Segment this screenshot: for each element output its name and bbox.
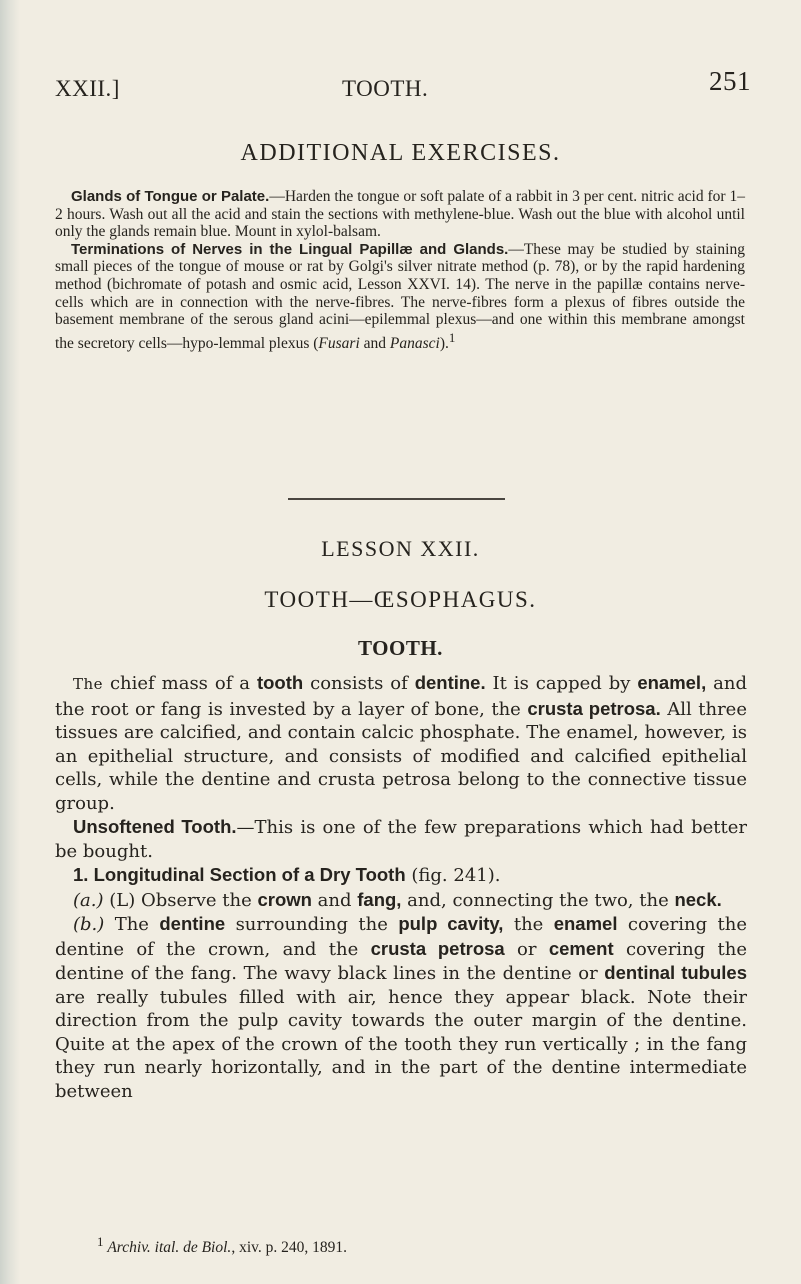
item-label: (a.) [73, 889, 104, 911]
body-text-run: (L) Observe the [103, 889, 258, 911]
lesson-subtitle: TOOTH—ŒSOPHAGUS. [264, 587, 537, 612]
section-title: ADDITIONAL EXERCISES. [240, 140, 561, 166]
body-text-run: and, connecting the two, the [401, 889, 675, 911]
body-paragraph [55, 863, 747, 888]
item-label: (b.) [73, 914, 105, 935]
body-text-run: are really tubules filled with air, hence they appear black. Note their direction from the pulp cavity towards the outer margin of the dentine. Quite at the apex of the crown of the tooth they run vertically ; in the fang they run nearly horizontally, and in the part of the dentine intermediate between [55, 986, 747, 1102]
body-text [55, 671, 747, 1103]
body-text-run: consists of [303, 673, 415, 694]
footnote [97, 1234, 757, 1257]
term: dentine. [414, 672, 486, 693]
body-text-run: and [311, 889, 358, 911]
subheading: Unsoftened Tooth. [73, 816, 237, 837]
term: enamel [553, 913, 618, 934]
body-text-run: covering the dentine of the crown, and the [55, 914, 747, 960]
footnote-source: Archiv. ital. de Biol. [107, 1239, 232, 1257]
body-text-run: covering the dentine of the fang. The wavy black lines in the dentine or [55, 938, 747, 984]
running-title: TOOTH. [342, 76, 429, 101]
body-text-run: The [104, 914, 160, 935]
additional-exercises [55, 188, 745, 353]
exercise-heading: Terminations of Nerves in the Lingual Papillæ and Glands. [71, 240, 509, 258]
lesson-title: LESSON XXII. [321, 536, 480, 561]
term: crown [257, 888, 312, 910]
body-text-run: (fig. 241). [405, 865, 501, 886]
body-paragraph [55, 912, 747, 1103]
footnote-marker: 1 [97, 1234, 104, 1249]
footnote-text: , xiv. p. 240, 1891. [231, 1239, 347, 1257]
term: crusta petrosa [370, 937, 505, 959]
body-text-run: or [504, 938, 549, 960]
exercise-paragraph [55, 241, 745, 353]
term: cement [548, 937, 614, 959]
body-paragraph [55, 671, 747, 815]
term: dentinal tubules [604, 962, 747, 983]
drop-word: The [73, 675, 104, 693]
body-text-run: the [503, 914, 554, 935]
body-paragraph [55, 888, 747, 913]
page-number: 251 [709, 66, 751, 96]
running-head [55, 66, 751, 106]
section-heading: TOOTH. [358, 636, 443, 660]
term: tooth [256, 672, 304, 693]
body-paragraph [55, 815, 747, 863]
body-text-run: —This is one of the few preparations which had better be bought. [55, 817, 747, 862]
term: fang, [357, 888, 402, 910]
exercise-text: —These may be studied by staining small pieces of the tongue of mouse or rat by Golgi's silver nitrate method (p. 78), or by the rapid hardening method (bichromate of potash and osmic acid, Lesson XXVI. 14). The nerve in the papillæ contains nerve-cells which are in connection with the nerve-fibres. The nerve-fibres form a plexus of fibres outside the basement membrane of the serous gland acini—epilemmal plexus—and one within this membrane amongst the secretory cells—hypo-lemmal plexus ( [55, 240, 745, 352]
exercise-text: ). [439, 334, 449, 352]
term: dentine [159, 913, 226, 934]
reference-author: Panasci [389, 334, 440, 352]
body-text-run: surrounding the [225, 914, 399, 935]
body-text-run: All three tissues are calcified, and contain calcic phosphate. The enamel, however, is an epithelial structure, and consists of modified and calcified epithelial cells, while the dentine and crusta petrosa belong to the connective tissue group. [55, 698, 747, 814]
exercise-text: and [359, 334, 390, 352]
term: neck. [674, 888, 722, 910]
section-divider [288, 498, 505, 500]
exercise-heading: Glands of Tongue or Palate. [71, 188, 270, 205]
body-text-run: It is capped by [485, 673, 638, 694]
exercise-paragraph [55, 188, 745, 241]
exercise-text: —Harden the tongue or soft palate of a rabbit in 3 per cent. nitric acid for 1–2 hours. Wash out all the acid and stain the sections with methylene-blue. Wash out the blue with alcohol until only the glands remain blue. Mount in xylol-balsam. [55, 188, 746, 241]
footnote-marker: 1 [448, 329, 456, 345]
reference-author: Fusari [318, 334, 360, 352]
body-text-run: chief mass of a [103, 673, 257, 694]
term: crusta petrosa. [527, 697, 661, 719]
subheading: 1. Longitudinal Section of a Dry Tooth [73, 864, 406, 885]
chapter-marker: XXII.] [55, 76, 120, 101]
body-text-run: and the root or fang is invested by a layer of bone, the [55, 673, 747, 720]
term: pulp cavity, [398, 913, 504, 934]
term: enamel, [637, 672, 707, 693]
